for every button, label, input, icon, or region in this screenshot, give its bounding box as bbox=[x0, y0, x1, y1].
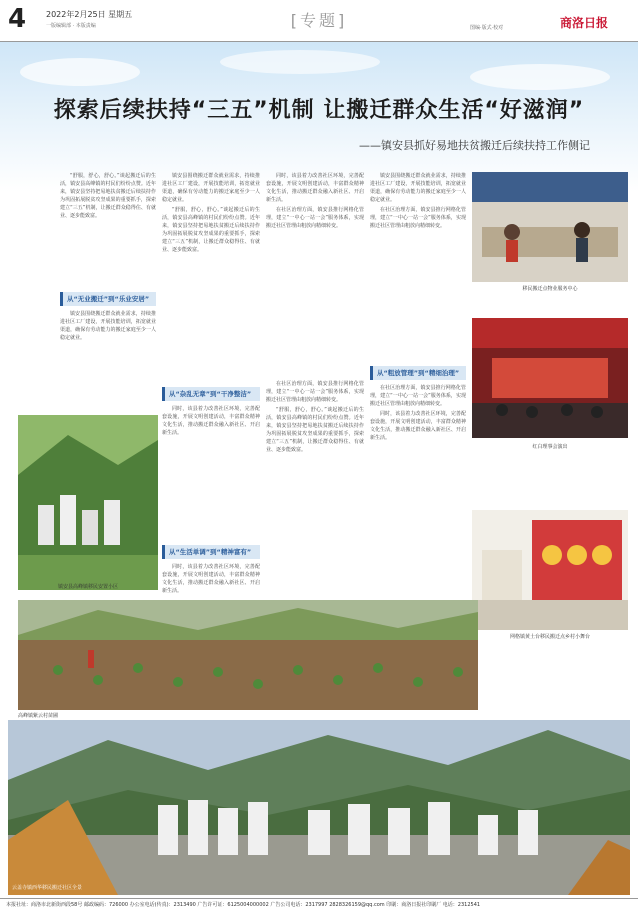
photo-caption: 镇安县高峰镇移民安置小区 bbox=[57, 584, 118, 590]
photo-caption: 移民搬迁点物业服务中心 bbox=[522, 286, 578, 292]
paragraph: 在社区治理方面，镇安县推行网格化管理，建立“一中心一站一会”服务体系，实现搬迁社区管理由粗放向精细转变。 bbox=[266, 381, 364, 403]
text-column-2 bbox=[162, 172, 260, 352]
section-heading-3: 从“生活单调”到“精神富有” bbox=[162, 545, 260, 559]
paragraph: 同时，该县着力改善社区环境，完善配套设施，开展文明创建活动，丰富群众精神文化生活，推动搬迁群众融入新社区、开启新生活。 bbox=[162, 564, 260, 594]
text-column-3 bbox=[266, 172, 364, 362]
header-right-meta: 图编·版式·校对 bbox=[470, 25, 504, 31]
text-column-2b bbox=[162, 405, 260, 525]
section-heading-1: 从“无业搬迁”到“乐业安居” bbox=[60, 292, 156, 306]
photo-resettlement-community bbox=[18, 415, 158, 590]
paragraph: 镇安县围绕搬迁群众就业需求，持续推进社区工厂建设，开展技能培训，拓宽就业渠道，确保有劳动能力的搬迁家庭至少一人稳定就业。 bbox=[370, 173, 466, 203]
text-column-1b bbox=[60, 310, 156, 410]
photo-caption: 高峰镇紫云村苗圃 bbox=[18, 713, 59, 719]
section-heading-2: 从“杂乱无章”到“干净整洁” bbox=[162, 387, 260, 401]
text-column-4 bbox=[370, 172, 466, 362]
header-meta: 一版编辑部 · 本版责编 bbox=[46, 23, 96, 29]
page-number: 4 bbox=[8, 4, 27, 34]
page-footer: 本报社址：商洛市北新街西段58号 邮政编码：726000 办公室电话(传真)：2313490 广告许可证：6125004000002 广告公司电话：2317997 2828326159@qq.com 印刷：商洛日报社印刷厂 电话：2312541 bbox=[0, 898, 638, 913]
paragraph: 在社区治理方面，镇安县推行网格化管理，建立“一中心一站一会”服务体系，实现搬迁社区管理由粗放向精细转变。 bbox=[266, 207, 364, 229]
section-tag: [专题] bbox=[290, 11, 348, 30]
article-title: 探索后续扶持“三五”机制 让搬迁群众生活“好滋润” bbox=[53, 98, 585, 123]
paragraph: 镇安县围绕搬迁群众就业需求，持续推进社区工厂建设，开展技能培训，拓宽就业渠道，确保有劳动能力的搬迁家庭至少一人稳定就业。 bbox=[162, 173, 260, 203]
paragraph: “舒服，舒心，舒心。”谈起搬迁后的生活，镇安县高峰镇的村民们纷纷点赞。近年来，镇安县坚持把易地扶贫搬迁后续扶持作为巩固拓展脱贫攻坚成果的重要抓手，探索建立“三五”机制，让搬迁群众稳得住、有就业、逐步能致富。 bbox=[266, 407, 364, 453]
text-column-3b bbox=[266, 380, 364, 600]
paragraph: 同时，该县着力改善社区环境，完善配套设施，开展文明创建活动，丰富群众精神文化生活，推动搬迁群众融入新社区、开启新生活。 bbox=[162, 406, 260, 436]
photo-panorama bbox=[8, 720, 630, 895]
text-column-1 bbox=[60, 172, 156, 292]
photo-village-stage bbox=[472, 510, 628, 630]
photo-property-service-center bbox=[472, 172, 628, 282]
paragraph: 镇安县围绕搬迁群众就业需求，持续推进社区工厂建设，开展技能培训，拓宽就业渠道，确保有劳动能力的搬迁家庭至少一人稳定就业。 bbox=[60, 311, 156, 341]
paragraph: 同时，该县着力改善社区环境，完善配套设施，开展文明创建活动，丰富群众精神文化生活，推动搬迁群众融入新社区、开启新生活。 bbox=[266, 173, 364, 203]
photo-wedding-funeral-council bbox=[472, 318, 628, 438]
article-subtitle: ——镇安县抓好易地扶贫搬迁后续扶持工作侧记 bbox=[359, 139, 590, 152]
paragraph: 在社区治理方面，镇安县推行网格化管理，建立“一中心一站一会”服务体系，实现搬迁社区管理由粗放向精细转变。 bbox=[370, 385, 466, 407]
photo-caption: 网格镇黄土台移民搬迁点乡村小舞台 bbox=[509, 634, 590, 640]
page-header bbox=[0, 0, 638, 42]
paragraph: “舒服，舒心，舒心。”谈起搬迁后的生活，镇安县高峰镇的村民们纷纷点赞。近年来，镇安县坚持把易地扶贫搬迁后续扶持作为巩固拓展脱贫攻坚成果的重要抓手，探索建立“三五”机制，让搬迁群众稳得住、有就业、逐步能致富。 bbox=[60, 173, 156, 219]
paragraph: 在社区治理方面，镇安县推行网格化管理，建立“一中心一站一会”服务体系，实现搬迁社区管理由粗放向精细转变。 bbox=[370, 207, 466, 229]
paragraph: “舒服，舒心，舒心。”谈起搬迁后的生活，镇安县高峰镇的村民们纷纷点赞。近年来，镇安县坚持把易地扶贫搬迁后续扶持作为巩固拓展脱贫攻坚成果的重要抓手，探索建立“三五”机制，让搬迁群众稳得住、有就业、逐步能致富。 bbox=[162, 207, 260, 253]
paragraph: 同时，该县着力改善社区环境，完善配套设施，开展文明创建活动，丰富群众精神文化生活，推动搬迁群众融入新社区、开启新生活。 bbox=[370, 411, 466, 441]
photo-nursery bbox=[18, 600, 478, 710]
text-column-2c bbox=[162, 563, 260, 603]
section-heading-4: 从“粗放管理”到“精细治理” bbox=[370, 366, 466, 380]
issue-date: 2022年2月25日 星期五 bbox=[46, 10, 133, 19]
newspaper-logo: 商洛日报 bbox=[560, 16, 609, 30]
text-column-4b bbox=[370, 384, 466, 614]
photo-caption: 红白理事会演出 bbox=[532, 444, 568, 450]
photo-caption: 云盖寺镇西华移民搬迁社区全景 bbox=[12, 885, 83, 891]
